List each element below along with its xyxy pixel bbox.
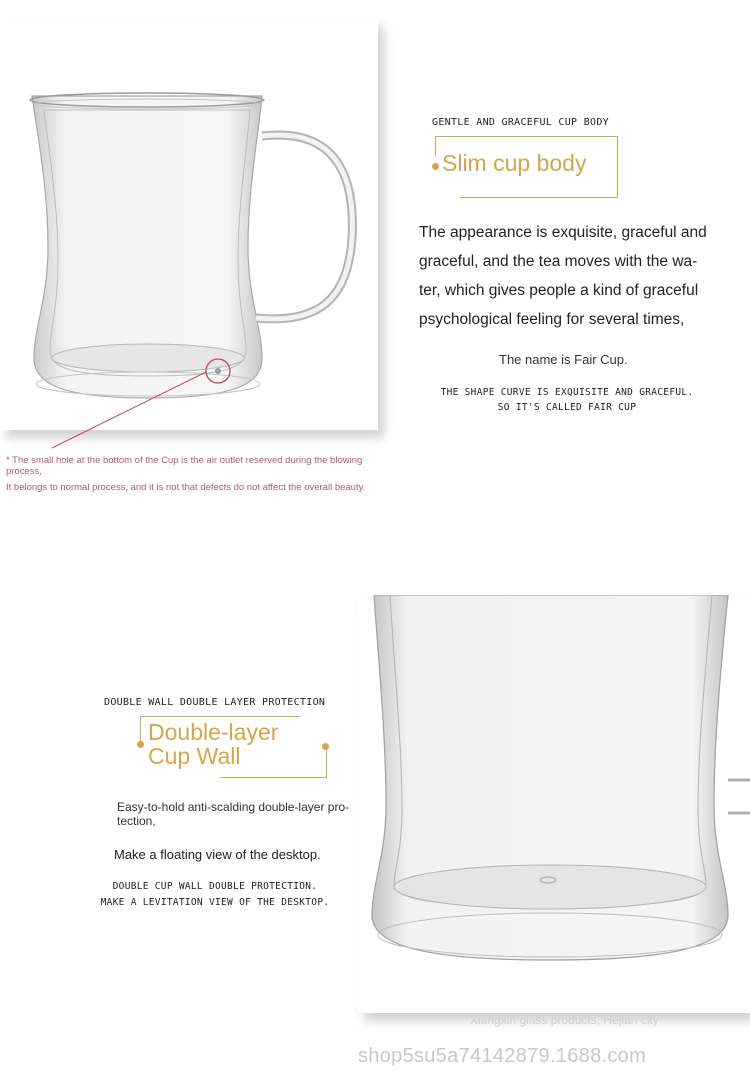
pointer-line	[0, 360, 240, 460]
section2-caps	[100, 879, 330, 911]
glass-mug-closeup	[358, 595, 750, 1013]
description-line-1: The appearance is exquisite, graceful and	[419, 224, 707, 241]
section2-feature	[117, 800, 367, 828]
maker-line: Xiangxin glass products, Hejian city	[470, 1013, 659, 1027]
caps2-line-2: MAKE A LEVITATION VIEW OF THE DESKTOP.	[100, 897, 330, 908]
description-line-2: graceful, and the tea moves with the wa-	[419, 253, 698, 270]
section2-title	[148, 720, 278, 768]
gold-rule-right-2	[326, 748, 327, 778]
note-line-3: It belongs to normal process, and it is not that defects do not affect the overall beauty.	[6, 482, 366, 493]
gold-rule-left-2	[140, 716, 141, 744]
section2-floating-line: Make a floating view of the desktop.	[114, 847, 321, 862]
gold-dot-left-2	[137, 741, 144, 748]
air-hole-note	[6, 455, 406, 493]
gold-rule-left	[435, 136, 436, 156]
caps2-line-1: DOUBLE CUP WALL DOUBLE PROTECTION.	[112, 881, 318, 892]
description-line-3: ter, which gives people a kind of graceful	[419, 282, 699, 299]
section2-title-line-1: Double-layer	[148, 719, 279, 745]
section1-name-line: The name is Fair Cup.	[499, 352, 628, 367]
feature-line-1: Easy-to-hold anti-scalding double-layer pro-	[117, 800, 350, 814]
gold-dot	[432, 163, 439, 170]
gold-rule-top-2	[140, 716, 300, 717]
description-line-4: psychological feeling for several times,	[419, 311, 685, 328]
section1-caps	[432, 385, 702, 415]
gold-rule-top	[435, 136, 618, 137]
section2-title-line-2: Cup Wall	[148, 743, 241, 769]
note-line-1: * The small hole at the bottom of the Cup is the air outlet reserved during the blowing	[6, 455, 363, 466]
shop-url: shop5su5a74142879.1688.com	[358, 1045, 647, 1067]
section1-description	[419, 218, 749, 334]
gold-rule-bottom	[460, 197, 618, 198]
feature-line-2: tection,	[117, 814, 156, 828]
caps-line-1: THE SHAPE CURVE IS EXQUISITE AND GRACEFUL.	[440, 387, 694, 398]
gold-rule-right	[617, 136, 618, 198]
mug-closeup-panel	[358, 595, 750, 1013]
note-line-2: process,	[6, 466, 42, 477]
section1-eyebrow: GENTLE AND GRACEFUL CUP BODY	[432, 117, 609, 128]
section2-eyebrow: DOUBLE WALL DOUBLE LAYER PROTECTION	[104, 697, 326, 708]
section1-title: Slim cup body	[442, 150, 587, 176]
caps-line-2: SO IT'S CALLED FAIR CUP	[497, 402, 637, 413]
gold-rule-bottom-2	[220, 777, 327, 778]
